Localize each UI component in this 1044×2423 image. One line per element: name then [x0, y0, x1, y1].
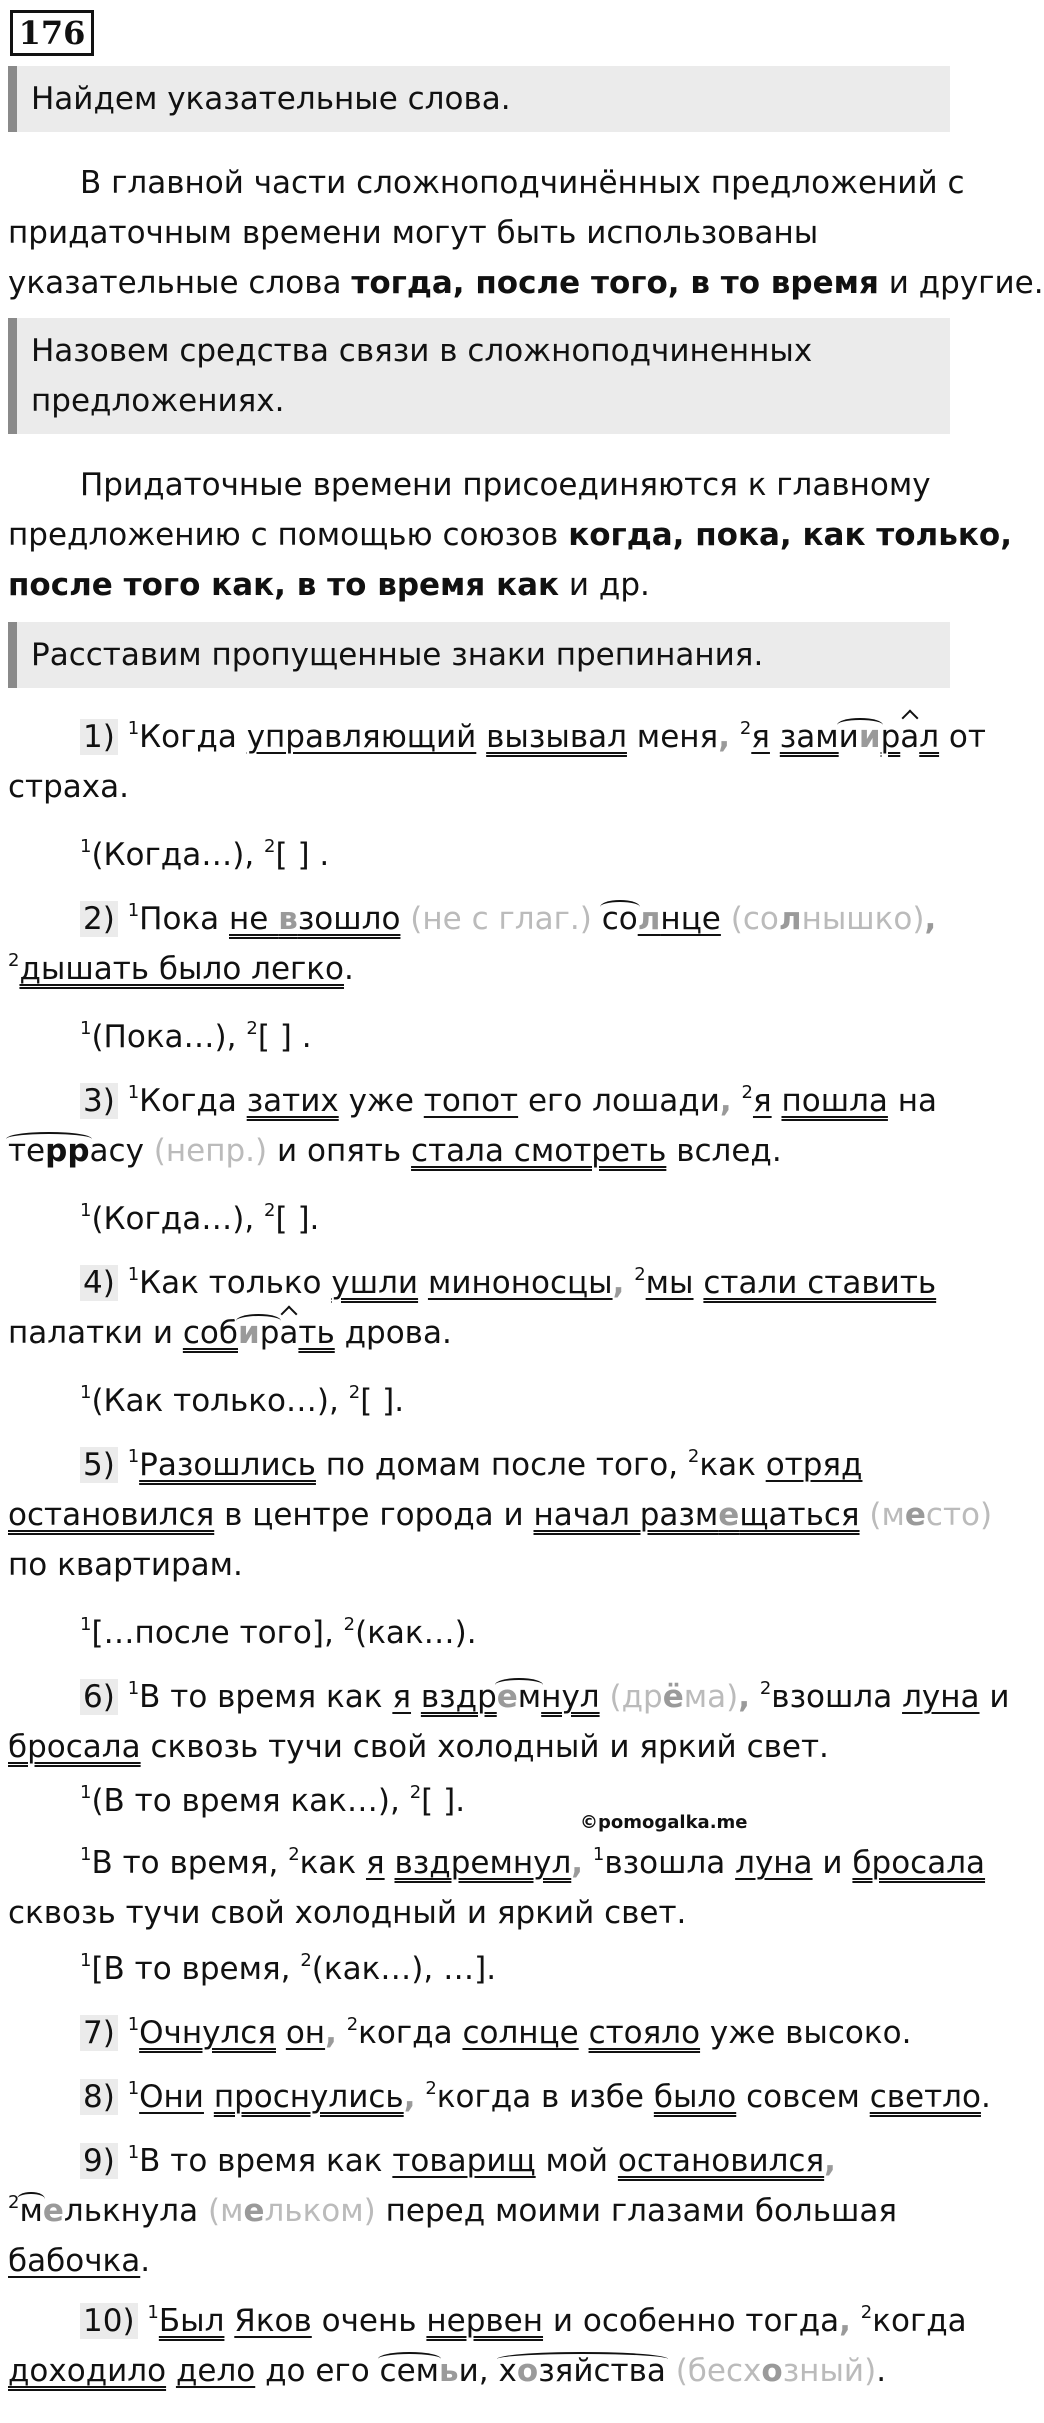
step-heading-2-line-2: предложениях.: [31, 383, 285, 419]
sentence-5-line-2: остановился в центре города и начал размещаться (место): [8, 1497, 993, 1533]
task-number: 176: [10, 10, 94, 56]
means-line-2-a: предложению с помощью союзов: [8, 517, 569, 553]
step-heading-1-text: Найдем указательные слова.: [31, 81, 511, 117]
sentence-2-line-2: $^2$дышать было легко.: [8, 949, 354, 987]
sentence-5-line-1: 5) $^1$Разошлись по домам после того, $^2$как отряд: [8, 1440, 953, 1490]
sentence-1-line-2: страха.: [8, 769, 129, 805]
means-line-3: [8, 560, 953, 610]
scheme-2: $^1$(Пока…), $^2$[ ] .: [80, 1017, 312, 1055]
sentence-10: [8, 2296, 967, 2396]
sentence-6: [8, 1672, 1010, 1772]
sentence-6-line-2: бросала сквозь тучи свой холодный и яркий свет.: [8, 1729, 829, 1765]
sentence-5-line-3: по квартирам.: [8, 1547, 243, 1583]
intro-line-3-a: указательные слова: [8, 265, 352, 301]
sentence-6-alt-line-1: $^1$В то время, $^2$как я вздремнул, $^1$взошла луна и бросала: [80, 1843, 986, 1881]
sentence-8: [8, 2072, 991, 2122]
sentence-4-line-2: палатки и собирать дрова.: [8, 1308, 953, 1358]
sentence-9-line-2: $^2$мелькнула (мельком) перед моими глазами большая: [8, 2186, 953, 2236]
sentence-9-line-1: 9) $^1$В то время как товарищ мой остановился,: [8, 2136, 953, 2186]
sentence-5: [8, 1440, 993, 1590]
step-heading-3-text: Расставим пропущенные знаки препинания.: [31, 637, 764, 673]
sentence-6-alt-line-2: сквозь тучи свой холодный и яркий свет.: [8, 1895, 687, 1931]
scheme-1: $^1$(Когда…), $^2$[ ] .: [80, 835, 330, 873]
sentence-6-line-1: 6) $^1$В то время как я вздремнул (дрёма), $^2$взошла луна и: [8, 1672, 953, 1722]
means-conjunctions-1: когда, пока, как только,: [568, 517, 1012, 553]
scheme-3: $^1$(Когда…), $^2$[ ].: [80, 1199, 320, 1237]
intro-line-3-c: и другие.: [878, 265, 1044, 301]
intro-indicator-words: тогда, после того, в то время: [351, 265, 879, 301]
step-heading-3: [8, 622, 950, 688]
sentence-4-line-1: 4) $^1$Как только ушли миноносцы, $^2$мы стали ставить: [8, 1258, 953, 1308]
step-heading-2-line-1: Назовем средства связи в сложноподчиненных: [31, 333, 813, 369]
sentence-3-line-2: террасу (непр.) и опять стала смотреть вслед.: [8, 1126, 953, 1176]
means-line-2: [8, 510, 1012, 560]
sentence-10-line-1: 10) $^1$Был Яков очень нервен и особенно тогда, $^2$когда: [8, 2296, 953, 2346]
sentence-3: [8, 1076, 953, 1176]
intro-line-3: [8, 258, 1044, 308]
sentence-6-alt: [8, 1838, 986, 1938]
sentence-9-line-3: бабочка.: [8, 2243, 151, 2279]
intro-line-2: придаточным времени могут быть использованы: [8, 215, 819, 251]
scheme-6: $^1$(В то время как…), $^2$[ ].: [80, 1781, 466, 1819]
sentence-8-line-1: 8) $^1$Они проснулись, $^2$когда в избе было совсем светло.: [8, 2072, 953, 2122]
sentence-9: [8, 2136, 953, 2286]
intro-paragraph: [8, 158, 1044, 308]
sentence-7: [8, 2008, 953, 2058]
sentence-10-line-2: доходило дело до его семьи, хозяйства (бесхозный).: [8, 2346, 953, 2396]
sentence-2-line-1: 2) $^1$Пока не взошло (не с глаг.) солнце (солнышко),: [8, 894, 953, 944]
means-line-3-c: и др.: [559, 567, 650, 603]
scheme-6-alt: $^1$[В то время, $^2$(как…), …].: [80, 1949, 497, 1987]
intro-line-1: В главной части сложноподчинённых предложений с: [80, 165, 965, 201]
sentence-2: [8, 894, 953, 994]
sentence-1-line-1: 1) $^1$Когда управляющий вызывал меня, $^2$я замиирал от: [8, 712, 953, 762]
watermark: ©pomogalka.me: [580, 1812, 748, 1833]
scheme-5: $^1$[…после того], $^2$(как…).: [80, 1613, 477, 1651]
scheme-4: $^1$(Как только…), $^2$[ ].: [80, 1381, 405, 1419]
means-conjunctions-2: после того как, в то время как: [8, 567, 560, 603]
sentence-4: [8, 1258, 953, 1358]
step-heading-1: [8, 66, 950, 132]
means-paragraph: [8, 460, 1012, 610]
sentence-1: [8, 712, 986, 812]
means-line-1: Придаточные времени присоединяются к главному: [80, 467, 931, 503]
step-heading-2: [8, 318, 950, 434]
sentence-7-line-1: 7) $^1$Очнулся он, $^2$когда солнце стояло уже высоко.: [8, 2008, 953, 2058]
sentence-3-line-1: 3) $^1$Когда затих уже топот его лошади, $^2$я пошла на: [8, 1076, 953, 1126]
